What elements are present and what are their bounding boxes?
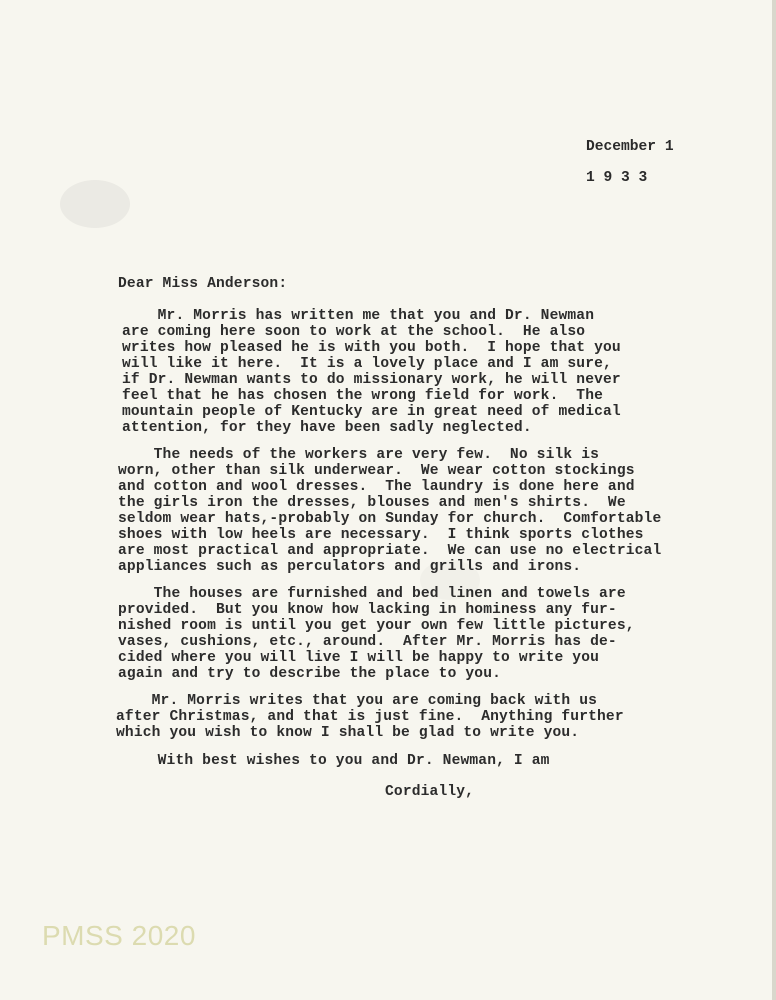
- letter-line: writes how pleased he is with you both. I hope that you: [122, 340, 621, 356]
- letter-line: mountain people of Kentucky are in great need of medical: [122, 404, 621, 420]
- closing: Cordially,: [385, 784, 475, 800]
- letter-line: feel that he has chosen the wrong field for work. The: [122, 388, 604, 404]
- letter-line: The houses are furnished and bed linen and towels are: [118, 586, 626, 602]
- letter-line: worn, other than silk underwear. We wear cotton stockings: [118, 463, 635, 479]
- salutation: Dear Miss Anderson:: [118, 276, 288, 292]
- letter-line: attention, for they have been sadly neglected.: [122, 420, 532, 436]
- letter-line: Mr. Morris writes that you are coming back with us: [116, 693, 598, 709]
- page-edge: [772, 0, 776, 1000]
- letter-line: after Christmas, and that is just fine. Anything further: [116, 709, 624, 725]
- letter-line: vases, cushions, etc., around. After Mr. Morris has de-: [118, 634, 617, 650]
- watermark: PMSS 2020: [42, 920, 196, 951]
- letter-line: are most practical and appropriate. We can use no electrical: [118, 543, 662, 559]
- closing-line: With best wishes to you and Dr. Newman, I am: [122, 753, 550, 769]
- letter-line: will like it here. It is a lovely place and I am sure,: [122, 356, 612, 372]
- letter-line: appliances such as perculators and grills and irons.: [118, 559, 582, 575]
- letter-line: if Dr. Newman wants to do missionary work, he will never: [122, 372, 621, 388]
- letter-line: The needs of the workers are very few. No silk is: [118, 447, 600, 463]
- letter-year: 1 9 3 3: [586, 170, 648, 186]
- paper-stain: [60, 180, 130, 228]
- letter-line: seldom wear hats,-probably on Sunday for church. Comfortable: [118, 511, 662, 527]
- letter-line: are coming here soon to work at the school. He also: [122, 324, 586, 340]
- letter-line: which you wish to know I shall be glad to write you.: [116, 725, 580, 741]
- letter-line: cided where you will live I will be happy to write you: [118, 650, 600, 666]
- letter-line: provided. But you know how lacking in hominess any fur-: [118, 602, 617, 618]
- letter-line: the girls iron the dresses, blouses and men's shirts. We: [118, 495, 626, 511]
- letter-date: December 1: [586, 139, 674, 155]
- letter-line: and cotton and wool dresses. The laundry is done here and: [118, 479, 635, 495]
- letter-line: nished room is until you get your own few little pictures,: [118, 618, 635, 634]
- letter-line: shoes with low heels are necessary. I think sports clothes: [118, 527, 644, 543]
- letter-line: Mr. Morris has written me that you and Dr. Newman: [122, 308, 595, 324]
- letter-line: again and try to describe the place to you.: [118, 666, 502, 682]
